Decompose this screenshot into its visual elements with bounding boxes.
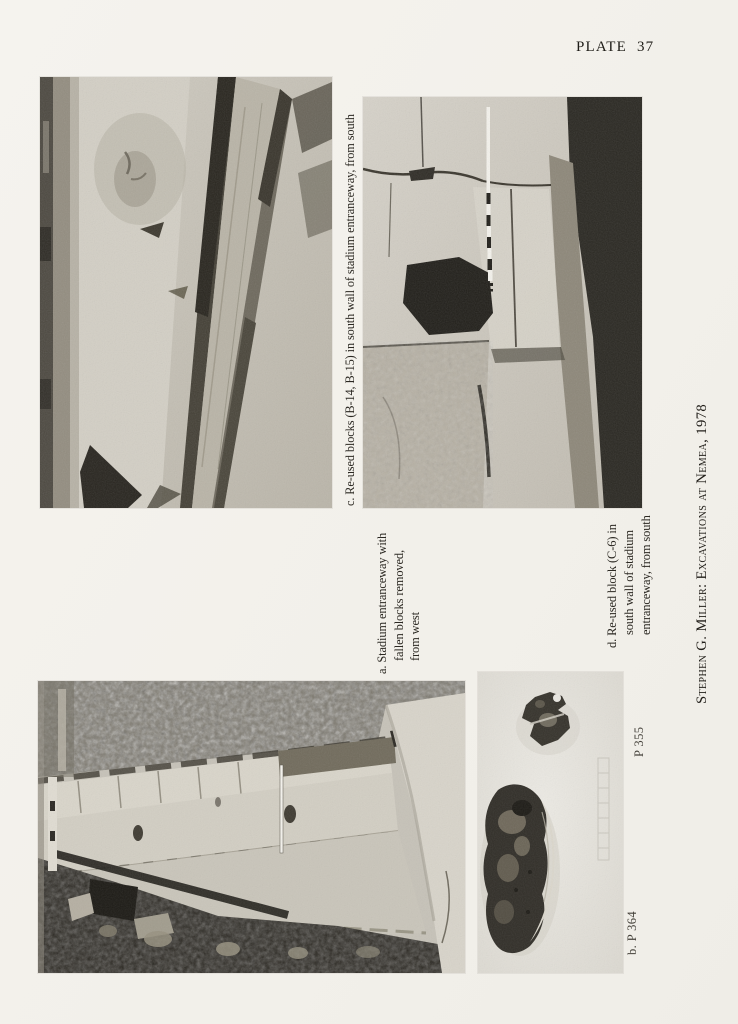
photo-c-image (40, 77, 332, 508)
caption-c: c. Re-used blocks (B-14, B-15) in south wall of stadium entranceway, from south (343, 114, 357, 506)
caption-a (374, 533, 424, 674)
photo-b-image (478, 672, 623, 973)
label-p355: P 355 (632, 726, 646, 757)
photo-d (363, 97, 642, 508)
photo-c (40, 77, 332, 508)
caption-a-line2: fallen blocks removed, (391, 550, 406, 661)
caption-d (604, 515, 655, 648)
label-b-p364: b. P 364 (625, 910, 639, 955)
caption-d-line3: entranceway, from south (639, 515, 653, 635)
attribution: Stephen G. Miller: Excavations at Nemea, 1978 (694, 403, 710, 704)
photo-b (478, 672, 623, 973)
caption-a-line3: from west (408, 612, 422, 661)
caption-d-line1: d. Re-used block (C-6) in (605, 524, 619, 648)
caption-a-line1: a. Stadium entranceway with (375, 532, 389, 674)
photo-a (38, 681, 465, 973)
caption-d-line2: south wall of stadium (622, 530, 636, 635)
photo-a-image (38, 681, 465, 973)
photo-d-image (363, 97, 642, 508)
plate-number: PLATE 37 (576, 39, 655, 55)
